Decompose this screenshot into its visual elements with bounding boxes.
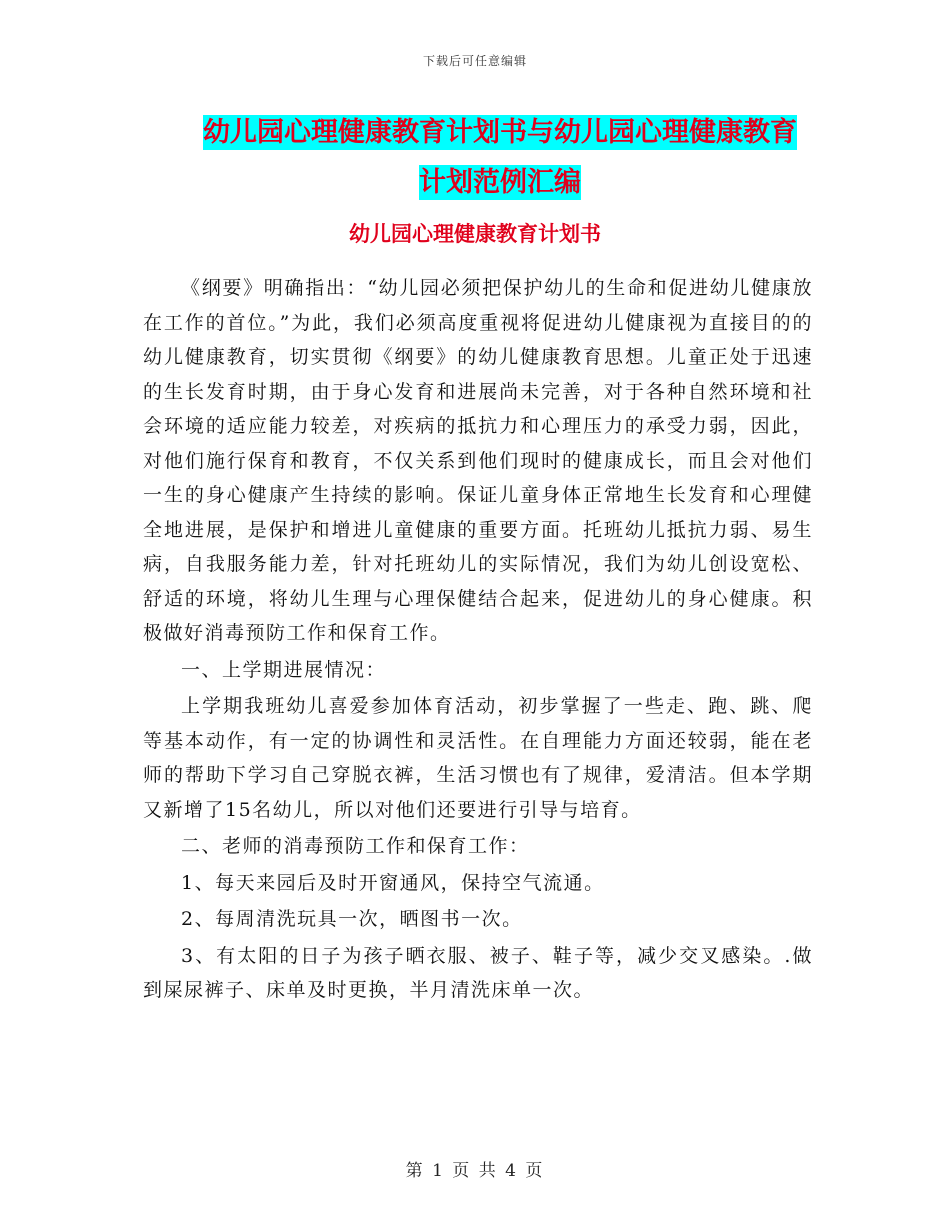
header-note: 下载后可任意编辑 xyxy=(422,54,527,68)
page-number: 第 1 页 共 4 页 xyxy=(405,1161,545,1181)
paragraph-intro: 《纲要》明确指出：“幼儿园必须把保护幼儿的生命和促进幼儿健康放在工作的首位。”为此，我们必须高度重视将促进幼儿健康视为直接目的的幼儿健康教育，切实贯彻《纲要》的幼儿健康教育思想。儿童正处于迅速的生长发育时期，由于身心发育和进展尚未完善，对于各种自然环境和社会环境的适应能力较差，对疾病的抵抗力和心理压力的承受力弱，因此，对他们施行保育和教育，不仅关系到他们现时的健康成长，而且会对他们一生的身心健康产生持续的影响。保证儿童身体正常地生长发育和心理健全地进展，是保护和增进儿童健康的重要方面。托班幼儿抵抗力弱、易生病，自我服务能力差，针对托班幼儿的实际情况，我们为幼儿创设宽松、舒适的环境，将幼儿生理与心理保健结合起来，促进幼儿的身心健康。积极做好消毒预防工作和保育工作。 xyxy=(143,277,813,644)
document-title-text: 幼儿园心理健康教育计划书与幼儿园心理健康教育计划范例汇编 xyxy=(203,117,797,198)
paragraph-item-2: 2、每周清洗玩具一次，晒图书一次。 xyxy=(181,908,523,930)
paragraph-heading-1: 一、上学期进展情况： xyxy=(181,658,387,681)
paragraph-last-term: 上学期我班幼儿喜爱参加体育活动，初步掌握了一些走、跑、跳、爬等基本动作，有一定的协调性和灵活性。在自理能力方面还较弱，能在老师的帮助下学习自己穿脱衣裤，生活习惯也有了规律，爱清洁。但本学期又新增了15名幼儿，所以对他们还要进行引导与培育。 xyxy=(143,695,813,821)
document-title xyxy=(190,108,810,208)
body-text xyxy=(143,271,813,1008)
paragraph-heading-2: 二、老师的消毒预防工作和保育工作： xyxy=(181,835,530,857)
paragraph-item-1: 1、每天来园后及时开窗通风，保持空气流通。 xyxy=(181,871,605,894)
paragraph-item-3: 3、有太阳的日子为孩子晒衣服、被子、鞋子等，减少交叉感染。.做到屎尿裤子、床单及时更换，半月清洗床单一次。 xyxy=(143,944,813,1001)
section-title: 幼儿园心理健康教育计划书 xyxy=(349,222,601,246)
